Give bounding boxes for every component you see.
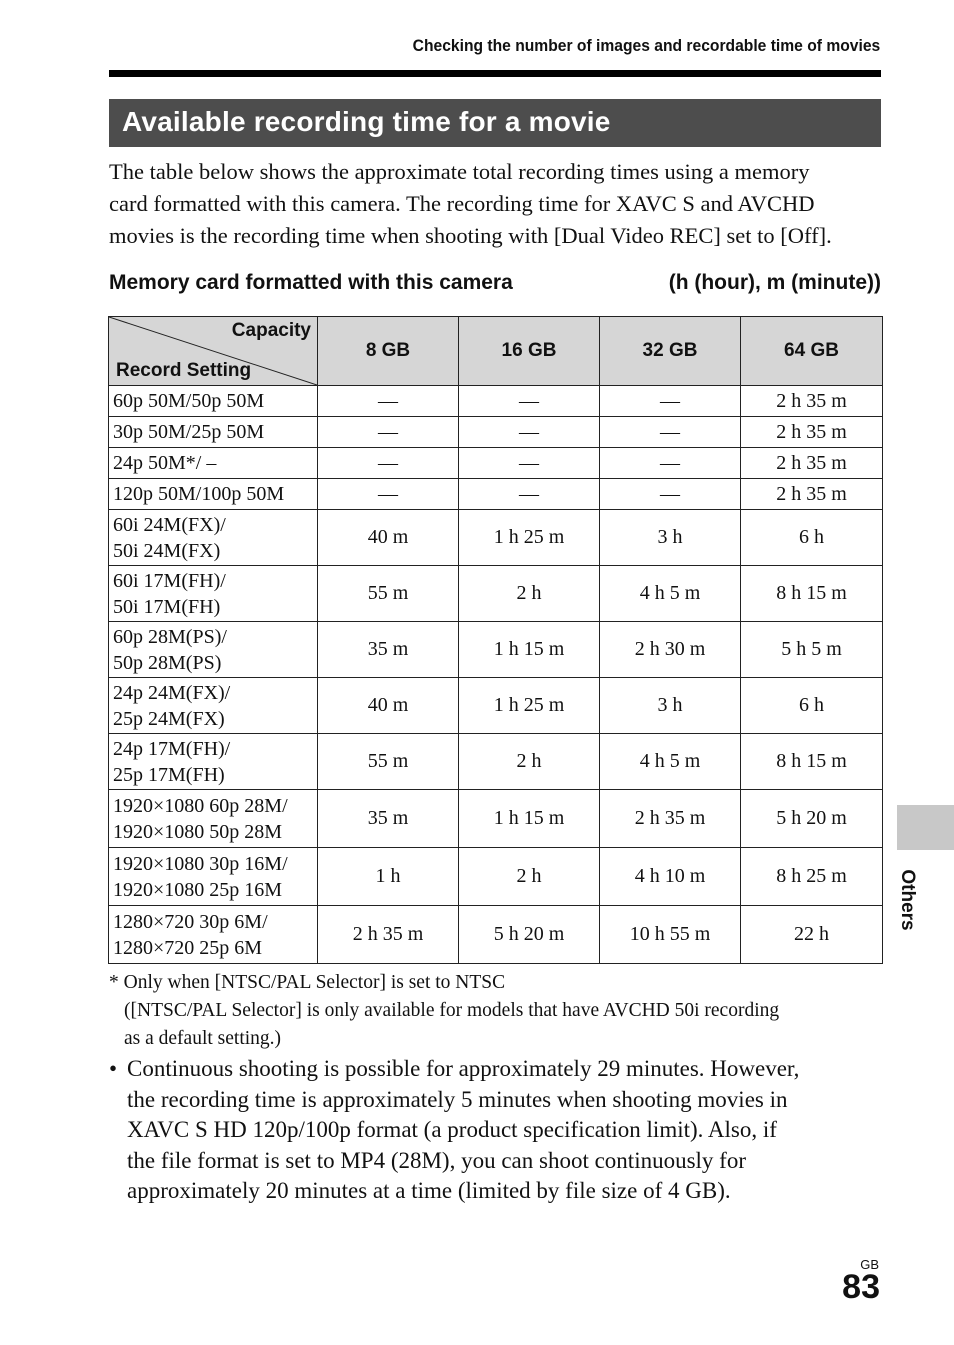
table-row <box>109 417 883 448</box>
column-header-32gb: 32 GB <box>600 317 741 386</box>
recording-time-cell: 5 h 20 m <box>459 906 600 964</box>
recording-time-cell: — <box>459 417 600 448</box>
bullet-line: the file format is set to MP4 (28M), you can shoot continuously for <box>127 1147 747 1173</box>
footnote-line: * Only when [NTSC/PAL Selector] is set to NTSC <box>109 972 506 993</box>
record-setting-line: 60i 24M(FX)/ <box>113 513 226 536</box>
section-title: Available recording time for a movie <box>109 99 881 147</box>
record-setting-cell <box>109 479 318 510</box>
recording-time-cell: 2 h 35 m <box>741 417 883 448</box>
record-setting-line: 1920×1080 50p 28M <box>113 820 283 843</box>
record-setting-line: 60i 17M(FH)/ <box>113 569 226 592</box>
recording-time-cell: 3 h <box>600 678 741 734</box>
recording-time-cell: — <box>318 417 459 448</box>
recording-time-cell: 1 h <box>318 848 459 906</box>
recording-time-cell: 55 m <box>318 734 459 790</box>
table-row <box>109 848 883 906</box>
record-setting-line: 24p 17M(FH)/ <box>113 737 231 760</box>
record-setting-cell <box>109 678 318 734</box>
recording-time-cell: 2 h 35 m <box>318 906 459 964</box>
recording-time-cell: — <box>600 386 741 417</box>
table-row <box>109 479 883 510</box>
record-setting-line: 24p 24M(FX)/ <box>113 681 231 704</box>
recording-time-cell: 1 h 15 m <box>459 790 600 848</box>
recording-time-cell: — <box>318 386 459 417</box>
record-setting-line: 1920×1080 30p 16M/ <box>113 852 288 875</box>
recording-time-cell: 8 h 25 m <box>741 848 883 906</box>
bullet-line: Continuous shooting is possible for approximately 29 minutes. However, <box>127 1056 800 1081</box>
recording-time-cell: 55 m <box>318 566 459 622</box>
footnote-note-line: as a default setting.) <box>124 1028 282 1049</box>
record-setting-line: 60p 28M(PS)/ <box>113 625 227 648</box>
recording-time-cell: 35 m <box>318 790 459 848</box>
side-section-label: Others <box>897 869 918 931</box>
recording-time-cell: — <box>600 448 741 479</box>
record-setting-line: 50p 28M(PS) <box>113 651 222 674</box>
record-setting-line: 30p 50M/25p 50M <box>113 421 265 443</box>
recording-time-cell: 6 h <box>741 678 883 734</box>
table-body <box>109 386 883 964</box>
recording-time-cell: — <box>318 448 459 479</box>
page-region-mark: GB <box>860 1257 879 1272</box>
record-setting-cell <box>109 386 318 417</box>
table-caption-units: (h (hour), m (minute)) <box>668 271 881 294</box>
recording-time-cell: 40 m <box>318 510 459 566</box>
recording-time-cell: 2 h 30 m <box>600 622 741 678</box>
recording-time-table <box>108 316 883 964</box>
recording-time-cell: 2 h 35 m <box>741 479 883 510</box>
recording-time-cell: — <box>318 479 459 510</box>
recording-time-cell: 3 h <box>600 510 741 566</box>
record-setting-line: 50i 24M(FX) <box>113 539 221 562</box>
table-row <box>109 678 883 734</box>
table-header-row <box>109 317 883 386</box>
record-setting-cell <box>109 448 318 479</box>
recording-time-cell: 2 h 35 m <box>600 790 741 848</box>
bullet-line: approximately 20 minutes at a time (limited by file size of 4 GB). <box>127 1178 731 1203</box>
recording-time-cell: 35 m <box>318 622 459 678</box>
footnote <box>109 969 889 1053</box>
record-setting-line: 24p 50M*/ – <box>113 452 217 474</box>
recording-time-cell: 5 h 5 m <box>741 622 883 678</box>
recording-time-cell: 2 h 35 m <box>741 386 883 417</box>
record-setting-line: 120p 50M/100p 50M <box>113 483 285 505</box>
intro-line: The table below shows the approximate total recording times using a memory <box>109 159 810 184</box>
record-setting-line: 25p 17M(FH) <box>113 763 225 786</box>
intro-line: card formatted with this camera. The recording time for XAVC S and AVCHD <box>109 191 815 216</box>
recording-time-cell: — <box>459 386 600 417</box>
recording-time-cell: 8 h 15 m <box>741 566 883 622</box>
record-setting-cell <box>109 906 318 964</box>
record-setting-line: 1280×720 30p 6M/ <box>113 910 268 933</box>
table-row <box>109 790 883 848</box>
table-row <box>109 448 883 479</box>
recording-time-cell: 40 m <box>318 678 459 734</box>
intro-line: movies is the recording time when shooting with [Dual Video REC] set to [Off]. <box>109 223 832 248</box>
record-setting-line: 1920×1080 25p 16M <box>113 878 283 901</box>
table-row <box>109 510 883 566</box>
table-caption-title: Memory card formatted with this camera <box>109 271 513 294</box>
record-setting-cell <box>109 510 318 566</box>
recording-time-cell: — <box>459 448 600 479</box>
record-setting-cell <box>109 417 318 448</box>
column-header-8gb: 8 GB <box>318 317 459 386</box>
recording-time-cell: — <box>459 479 600 510</box>
page-number: 83 <box>842 1268 880 1306</box>
recording-time-cell: 2 h <box>459 566 600 622</box>
bullet-marker: • <box>109 1056 118 1081</box>
record-setting-label: Record Setting <box>116 360 252 381</box>
recording-time-cell: 22 h <box>741 906 883 964</box>
recording-time-cell: 10 h 55 m <box>600 906 741 964</box>
table-row <box>109 734 883 790</box>
capacity-label: Capacity <box>231 320 311 341</box>
table-row <box>109 566 883 622</box>
recording-time-cell: 2 h <box>459 848 600 906</box>
recording-time-cell: 1 h 25 m <box>459 510 600 566</box>
recording-time-cell: — <box>600 417 741 448</box>
record-setting-line: 1920×1080 60p 28M/ <box>113 794 288 817</box>
record-setting-line: 60p 50M/50p 50M <box>113 390 265 412</box>
column-header-64gb: 64 GB <box>741 317 883 386</box>
intro-paragraph <box>109 156 889 252</box>
section-side-tab <box>897 805 954 850</box>
recording-time-cell: 4 h 5 m <box>600 734 741 790</box>
table-row <box>109 906 883 964</box>
recording-time-cell: 4 h 10 m <box>600 848 741 906</box>
record-setting-cell <box>109 622 318 678</box>
recording-time-cell: 8 h 15 m <box>741 734 883 790</box>
record-setting-cell <box>109 734 318 790</box>
record-setting-line: 25p 24M(FX) <box>113 707 225 730</box>
table-row <box>109 622 883 678</box>
record-setting-cell <box>109 790 318 848</box>
recording-time-cell: 2 h <box>459 734 600 790</box>
bullet-line: XAVC S HD 120p/100p format (a product specification limit). Also, if <box>127 1117 777 1142</box>
record-setting-cell <box>109 848 318 906</box>
bullet-line: the recording time is approximately 5 minutes when shooting movies in <box>127 1086 788 1112</box>
corner-header-cell <box>109 317 318 386</box>
table-caption <box>109 271 881 295</box>
record-setting-line: 50i 17M(FH) <box>113 595 221 618</box>
running-head: Checking the number of images and recordable time of movies <box>412 36 880 55</box>
footnote-note-line: ([NTSC/PAL Selector] is only available for models that have AVCHD 50i recording <box>124 1000 780 1021</box>
bullet-note <box>109 1054 899 1207</box>
record-setting-cell <box>109 566 318 622</box>
table-row <box>109 386 883 417</box>
recording-time-cell: 6 h <box>741 510 883 566</box>
recording-time-cell: 4 h 5 m <box>600 566 741 622</box>
recording-time-cell: 1 h 15 m <box>459 622 600 678</box>
record-setting-line: 1280×720 25p 6M <box>113 936 263 959</box>
column-header-16gb: 16 GB <box>459 317 600 386</box>
header-rule <box>109 70 881 77</box>
recording-time-cell: 2 h 35 m <box>741 448 883 479</box>
recording-time-cell: — <box>600 479 741 510</box>
recording-time-cell: 1 h 25 m <box>459 678 600 734</box>
recording-time-cell: 5 h 20 m <box>741 790 883 848</box>
